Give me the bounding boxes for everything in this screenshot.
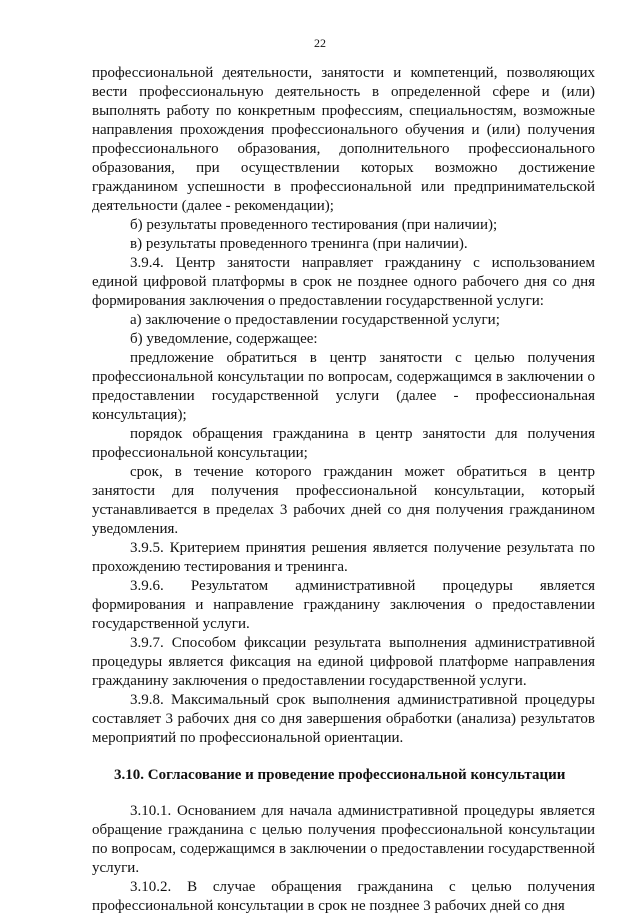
paragraph: 3.9.8. Максимальный срок выполнения административной процедуры составляет 3 рабочих дня со дня завершения обработки (анализа) результатов мероприятий по профессиональной ориентации. — [92, 692, 595, 746]
paragraph: порядок обращения гражданина в центр занятости для получения профессиональной консультации; — [92, 426, 595, 461]
paragraph: 3.9.5. Критерием принятия решения является получение результата по прохождению тестирования и тренинга. — [92, 540, 595, 575]
paragraph: срок, в течение которого гражданин может обратиться в центр занятости для получения профессиональной консультации, который устанавливается в пределах 3 рабочих дней со дня получения гражданином уведомления. — [92, 464, 595, 537]
paragraph: в) результаты проведенного тренинга (при наличии). — [130, 236, 468, 252]
section-heading: 3.10. Согласование и проведение профессиональной консультации — [114, 767, 566, 783]
paragraph: 3.9.4. Центр занятости направляет гражданину с использованием единой цифровой платформы в срок не позднее одного рабочего дня со дня формирования заключения о предоставлении государственной услуги: — [92, 255, 595, 309]
paragraph: 3.10.1. Основанием для начала административной процедуры является обращение гражданина с целью получения профессиональной консультации по вопросам, содержащимся в заключении о предоставлении государственной услуги. — [92, 803, 595, 876]
section-3-10-paragraphs — [92, 802, 595, 916]
paragraph: 3.10.2. В случае обращения гражданина с целью получения профессиональной консультации в срок не позднее 3 рабочих дней со дня — [92, 879, 595, 914]
paragraph: а) заключение о предоставлении государственной услуги; — [130, 312, 500, 328]
paragraph: профессиональной деятельности, занятости и компетенций, позволяющих вести профессиональную деятельность в определенной сфере и (или) выполнять работу по конкретным профессиям, специальностям, возможные направления прохождения профессионального обучения и (или) получения профессионального образования, дополнительного профессионального образования, при осуществлении которых возможно достижение гражданином успешности в профессиональной или предпринимательской деятельности (далее - рекомендации); — [92, 65, 595, 214]
paragraph: предложение обратиться в центр занятости с целью получения профессиональной консультации по вопросам, содержащимся в заключении о предоставлении государственной услуги (далее - профессиональная консультация); — [92, 350, 595, 423]
paragraph: 3.9.6. Результатом административной процедуры является формирования и направление гражданину заключения о предоставлении государственной услуги. — [92, 578, 595, 632]
section-3-9-paragraphs — [92, 64, 595, 748]
paragraph: 3.9.7. Способом фиксации результата выполнения административной процедуры является фиксация на единой цифровой платформе направления гражданину заключения о предоставлении государственной услуги. — [92, 635, 595, 689]
page-number: 22 — [314, 36, 326, 50]
paragraph: б) уведомление, содержащее: — [130, 331, 318, 347]
document-body — [92, 64, 595, 916]
paragraph: б) результаты проведенного тестирования (при наличии); — [130, 217, 498, 233]
